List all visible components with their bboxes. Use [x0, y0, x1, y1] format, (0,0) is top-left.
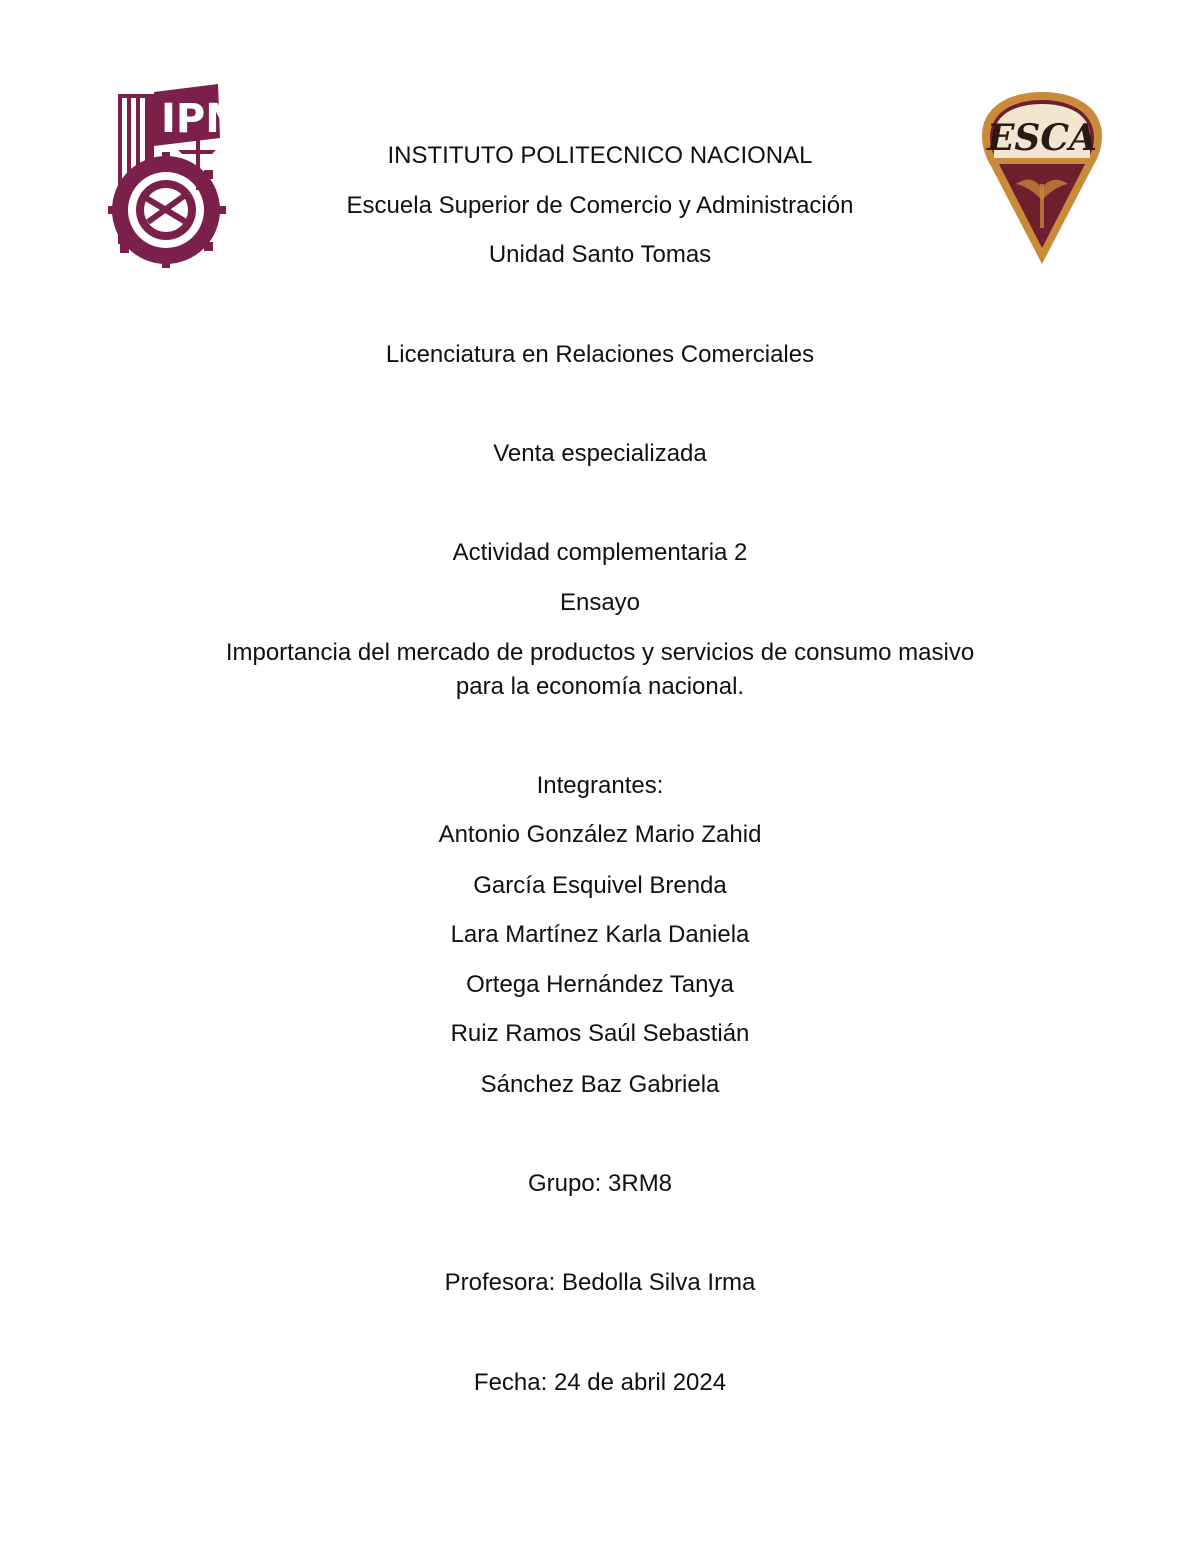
- topic-line-1: Importancia del mercado de productos y servicios de consumo masivo: [225, 639, 975, 666]
- member-name: Ortega Hernández Tanya: [466, 971, 734, 998]
- course-name: Venta especializada: [493, 440, 707, 467]
- school-name: Escuela Superior de Comercio y Administración: [346, 192, 854, 219]
- topic-line-2: para la economía nacional.: [455, 673, 745, 700]
- activity-title: Actividad complementaria 2: [452, 539, 748, 566]
- member-name: Lara Martínez Karla Daniela: [450, 921, 750, 948]
- member-name: Sánchez Baz Gabriela: [480, 1071, 720, 1098]
- esca-logo-text: ESCA: [986, 117, 1098, 159]
- member-name: García Esquivel Brenda: [473, 872, 727, 899]
- group-label: Grupo: 3RM8: [527, 1170, 673, 1197]
- ipn-logo-text: IPN: [161, 96, 239, 142]
- teacher-label: Profesora: Bedolla Silva Irma: [444, 1269, 756, 1296]
- document-type: Ensayo: [559, 589, 641, 616]
- member-name: Ruiz Ramos Saúl Sebastián: [450, 1020, 750, 1047]
- members-label: Integrantes:: [536, 772, 664, 799]
- unit-name: Unidad Santo Tomas: [488, 241, 712, 268]
- institution-name: INSTITUTO POLITECNICO NACIONAL: [387, 142, 813, 169]
- program-name: Licenciatura en Relaciones Comerciales: [385, 341, 815, 368]
- member-name: Antonio González Mario Zahid: [438, 821, 762, 848]
- date-label: Fecha: 24 de abril 2024: [473, 1369, 727, 1396]
